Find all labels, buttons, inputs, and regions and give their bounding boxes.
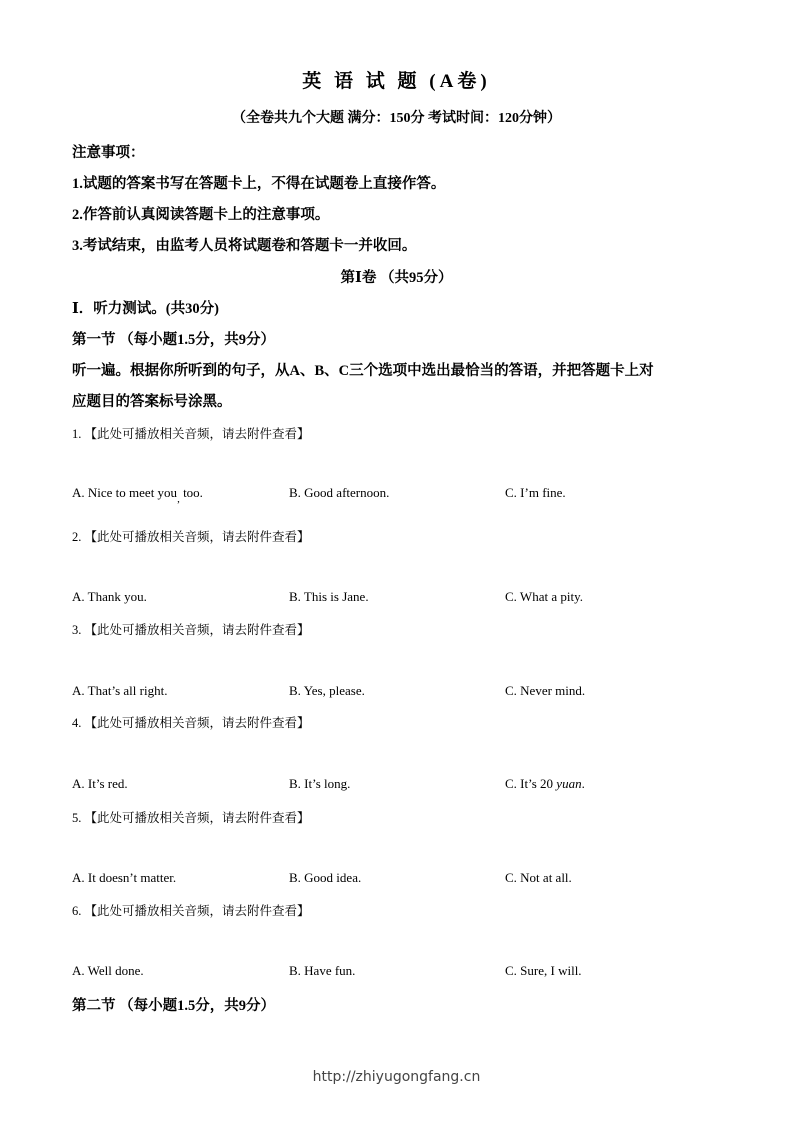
option-a: A. It’s red. (72, 776, 128, 791)
page-title: 英 语 试 题 (A卷) (302, 71, 491, 92)
section-title-listening: Ⅰ．听力测试。(共30分) (72, 301, 219, 317)
notice-item: 1.试题的答案书写在答题卡上，不得在试题卷上直接作答。 (72, 176, 446, 192)
option-a (72, 485, 203, 505)
option-text-italic: yuan (556, 776, 582, 791)
option-a: A. Thank you. (72, 589, 147, 604)
option-a: A. That’s all right. (72, 683, 168, 698)
option-b: B. Yes, please. (289, 683, 365, 698)
option-b: B. Good afternoon. (289, 485, 390, 500)
option-c: C. Not at all. (505, 870, 572, 885)
option-b: B. Good idea. (289, 870, 362, 885)
question-audio-link[interactable]: 1. 【此处可播放相关音频，请去附件查看】 (72, 427, 310, 441)
question-audio-link[interactable]: 5. 【此处可播放相关音频，请去附件查看】 (72, 811, 310, 825)
notice-item: 3.考试结束，由监考人员将试题卷和答题卡一并收回。 (72, 238, 417, 254)
volume-title: 第Ⅰ卷 （共95分） (340, 270, 453, 286)
instructions-line: 应题目的答案标号涂黑。 (72, 394, 232, 410)
option-comma: , (177, 493, 180, 505)
instructions-line: 听一遍。根据你所听到的句子，从A、B、C三个选项中选出最恰当的答语，并把答题卡上对 (72, 363, 654, 379)
option-b: B. Have fun. (289, 963, 356, 978)
option-c: C. Sure, I will. (505, 963, 582, 978)
option-c (505, 776, 585, 792)
notice-heading: 注意事项： (72, 145, 145, 161)
option-text: C. It’s 20 (505, 776, 557, 791)
question-audio-link[interactable]: 6. 【此处可播放相关音频，请去附件查看】 (72, 904, 310, 918)
question-audio-link[interactable]: 2. 【此处可播放相关音频，请去附件查看】 (72, 530, 310, 544)
exam-info-subtitle: （全卷共九个大题 满分：150分 考试时间：120分钟） (232, 111, 561, 126)
part-title-1: 第一节 （每小题1.5分，共9分） (72, 332, 275, 348)
notice-item: 2.作答前认真阅读答题卡上的注意事项。 (72, 207, 330, 223)
option-text-tail: . (581, 776, 585, 791)
footer-url[interactable]: http://zhiyugongfang.cn (312, 1069, 481, 1085)
question-audio-link[interactable]: 4. 【此处可播放相关音频，请去附件查看】 (72, 716, 310, 730)
option-c: C. Never mind. (505, 683, 586, 698)
option-c: C. What a pity. (505, 589, 583, 604)
option-c: C. I’m fine. (505, 485, 566, 500)
option-text: A. Nice to meet you (72, 485, 178, 500)
option-a: A. Well done. (72, 963, 144, 978)
part-title-2: 第二节 （每小题1.5分，共9分） (72, 998, 275, 1014)
question-audio-link[interactable]: 3. 【此处可播放相关音频，请去附件查看】 (72, 623, 310, 637)
option-b: B. This is Jane. (289, 589, 369, 604)
option-text-tail: too. (179, 485, 203, 500)
option-b: B. It’s long. (289, 776, 351, 791)
option-a: A. It doesn’t matter. (72, 870, 177, 885)
